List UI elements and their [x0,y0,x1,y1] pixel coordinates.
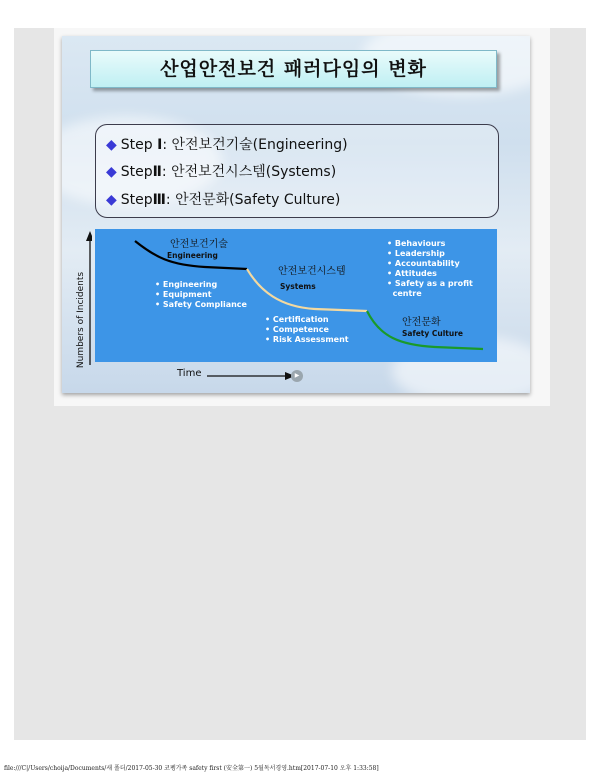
bullet-item: • Safety as a profit [387,279,473,288]
play-icon[interactable]: ▶ [291,370,303,382]
step-numeral: Ⅱ [152,164,162,180]
step-numeral: Ⅰ [157,137,163,153]
stage-3-korean: 안전문화 [402,317,441,328]
stage-1-english: Engineering [167,251,218,260]
bullet-item: centre [392,289,422,298]
x-axis-label: Time [177,368,202,379]
paradigm-diagram [95,229,497,362]
bullet-item: • Equipment [155,290,212,299]
diamond-icon: ◆ [106,137,117,153]
bullet-item: • Engineering [155,280,218,289]
bullet-item: • Attitudes [387,269,437,278]
step-text: : 안전보건기술(Engineering) [162,137,348,153]
bullet-item: • Competence [265,325,329,334]
stage-3-english: Safety Culture [402,329,464,338]
title-box [90,50,497,88]
step-label: Step [120,192,153,208]
step-1 [106,134,348,154]
bullet-item: • Accountability [387,259,460,268]
step-text: : 안전문화(Safety Culture) [165,192,341,208]
bullet-item: • Safety Compliance [155,300,247,309]
diamond-icon: ◆ [106,192,117,208]
stage-1-bullets [155,280,247,310]
step-label: Step [120,137,153,153]
step-label: Step [120,164,153,180]
file-path-footer: file:///C|/Users/choija/Documents/새 폴더/2017-05-30 코펭가족 safety first (安全第一) 5월독서경영.htm[2017-07-10 오후 1:33:58] [4,765,379,772]
slide-title: 산업안전보건 패러다임의 변화 [160,58,427,80]
step-numeral: Ⅲ [152,192,166,208]
y-axis-label: Numbers of Incidents [76,271,86,369]
stage-2-english: Systems [280,282,316,291]
bullet-item: • Leadership [387,249,445,258]
diamond-icon: ◆ [106,164,117,180]
bullet-item: • Behaviours [387,239,446,248]
step-text: : 안전보건시스템(Systems) [161,164,337,180]
bullet-item: • Certification [265,315,329,324]
stage-1-korean: 안전보건기술 [170,239,228,250]
bullet-item: • Risk Assessment [265,335,349,344]
stage-3-bullets [387,239,473,299]
steps-box [95,124,499,218]
step-3 [106,189,340,209]
x-axis-arrow [207,370,297,382]
stage-2-korean: 안전보건시스템 [278,266,346,277]
step-2 [106,161,336,181]
slide [62,36,530,393]
stage-2-bullets [265,315,349,345]
y-axis [70,231,92,371]
